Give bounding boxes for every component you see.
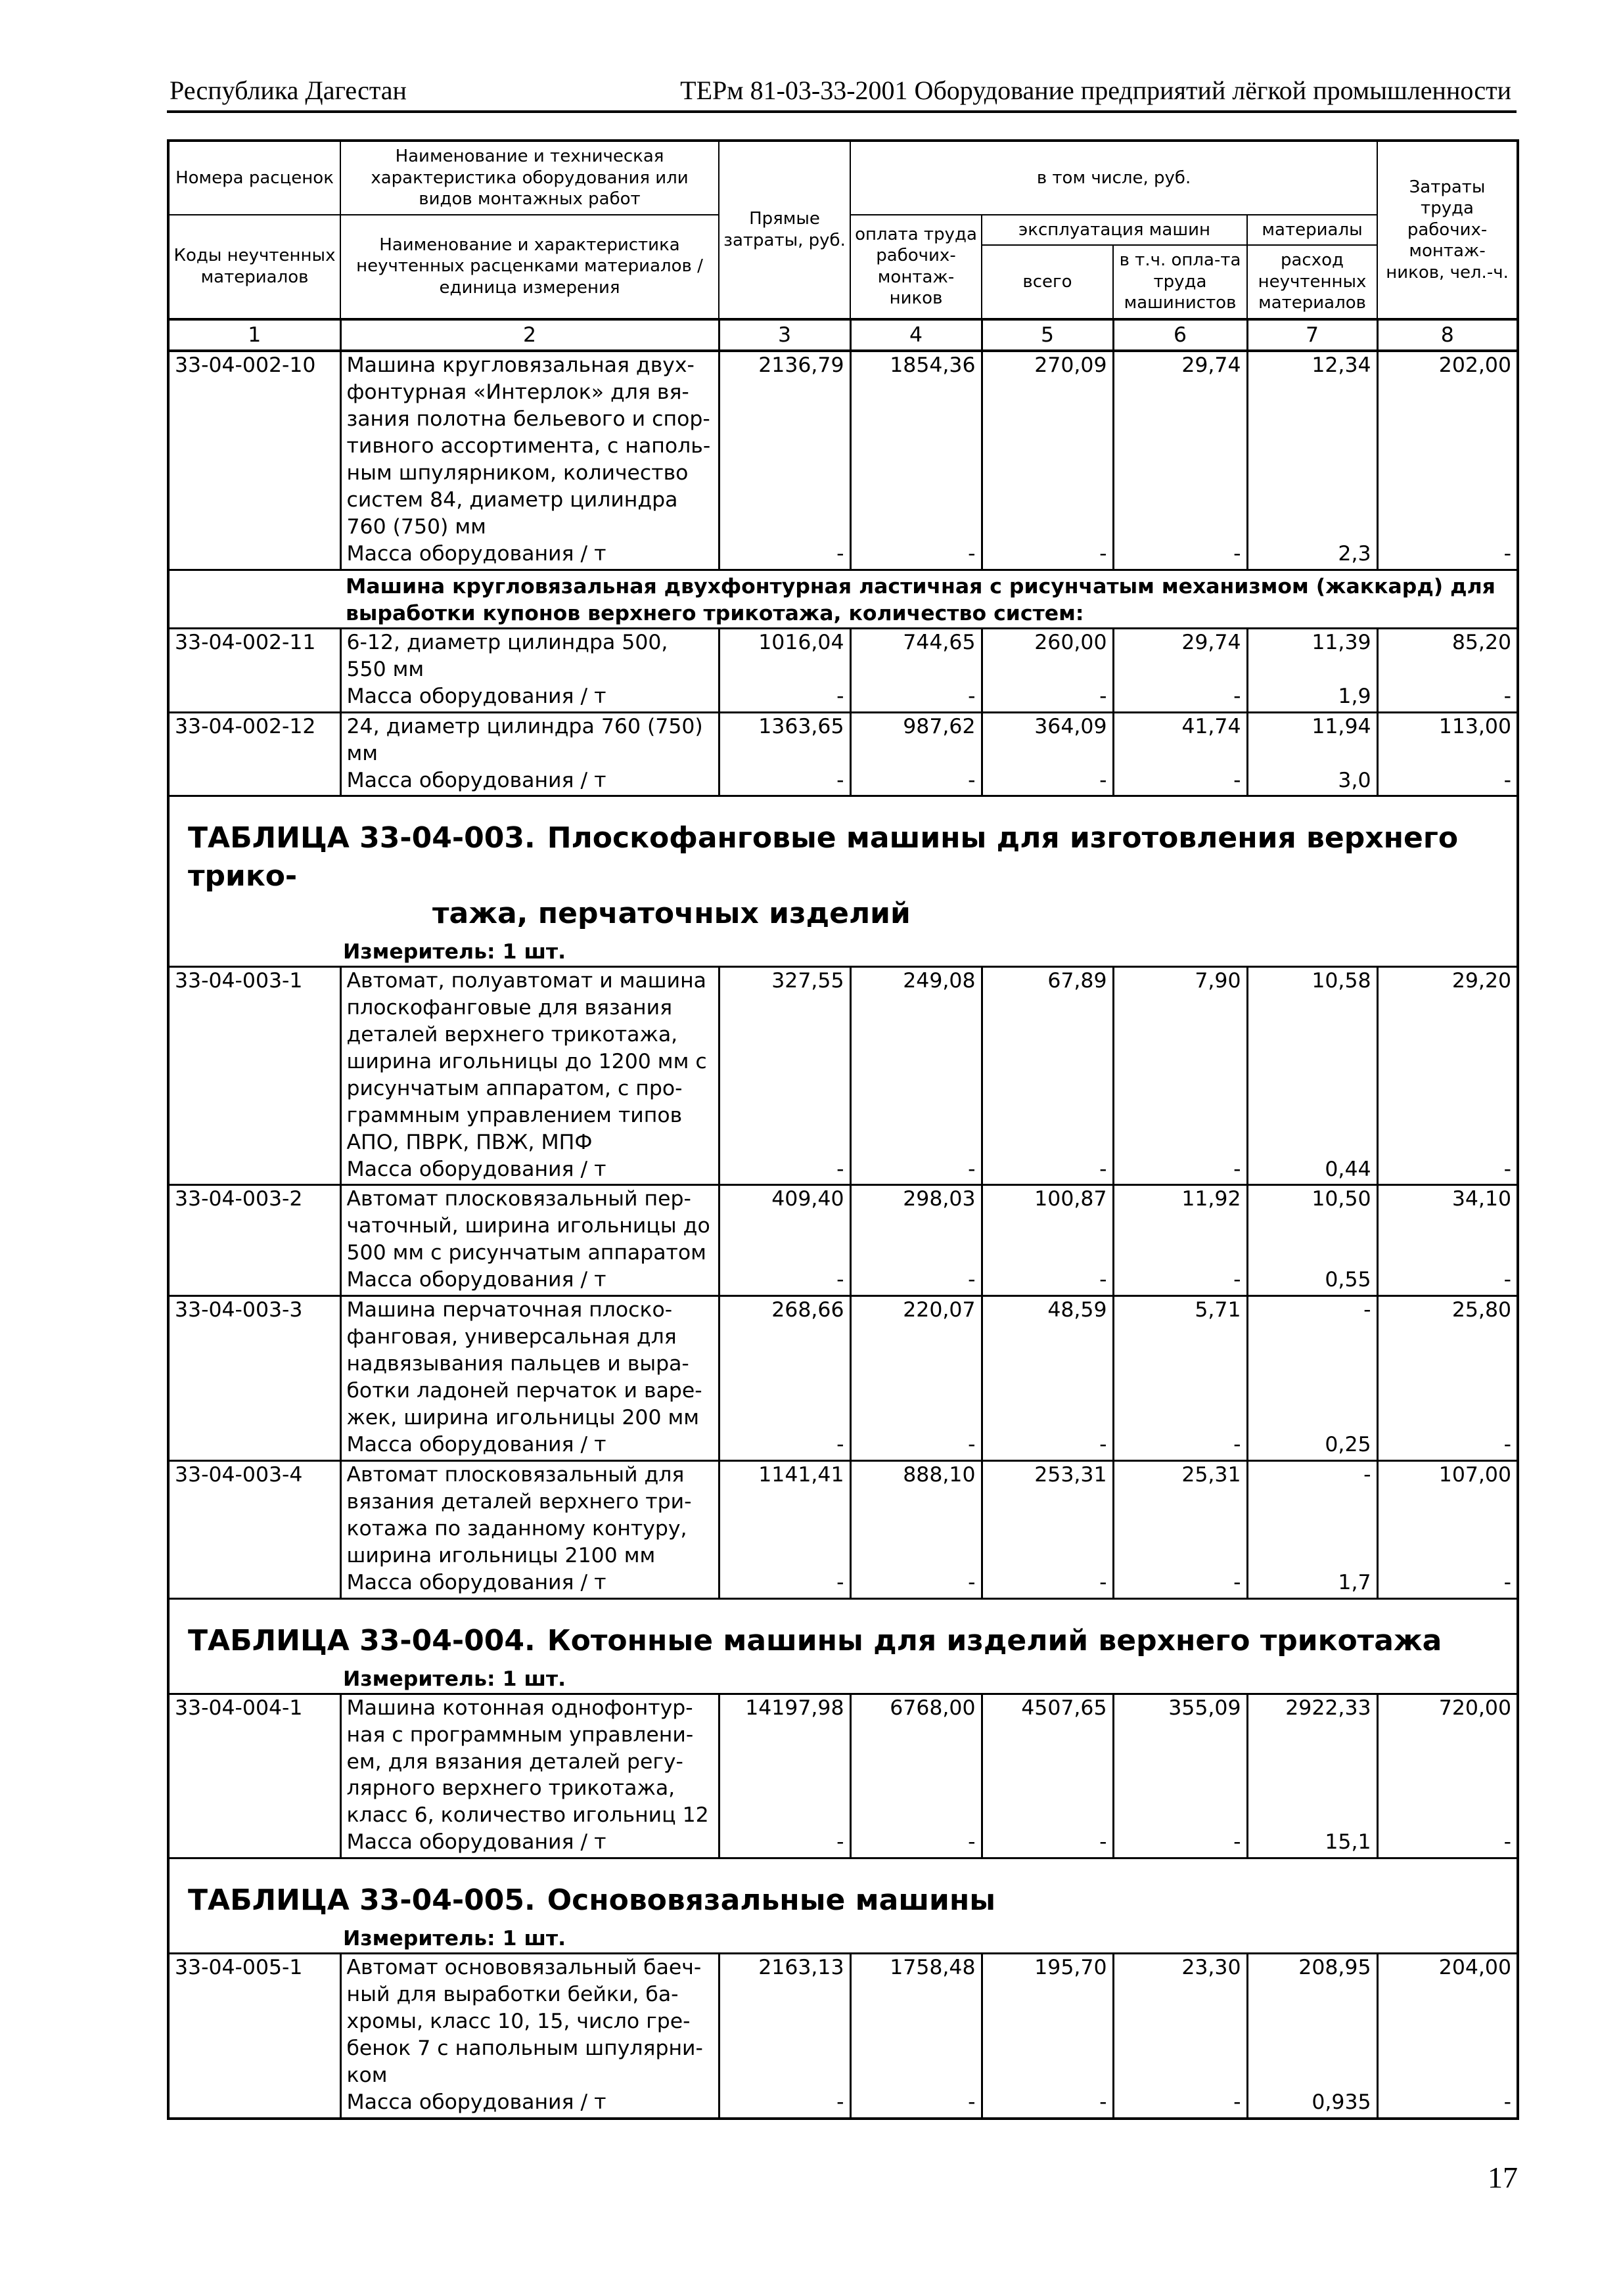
mass-value: - — [1113, 1431, 1247, 1460]
mass-value: - — [850, 1431, 982, 1460]
subheading-text: Машина кругловязальная двухфонтурная ластичная с рисунчатым механизмом (жаккард) для выработки купонов верхнего трикотажа, количество систем: — [340, 570, 1518, 628]
table-row — [168, 628, 1518, 683]
rate-value: 2136,79 — [719, 351, 850, 541]
mass-value: - — [1113, 767, 1247, 796]
rate-value: 29,74 — [1113, 351, 1247, 541]
table-004-title — [168, 1598, 1518, 1663]
rate-code: 33-04-003-2 — [168, 1185, 340, 1296]
mass-value: - — [719, 1569, 850, 1598]
rate-value: 270,09 — [982, 351, 1113, 541]
mass-value: - — [982, 1431, 1113, 1460]
column-number: 4 — [850, 319, 982, 351]
mass-value: - — [1503, 2090, 1512, 2115]
rate-value: 355,09 — [1113, 1694, 1247, 1829]
mass-value: - — [850, 541, 982, 570]
header-col3: Прямые затраты, руб. — [719, 141, 850, 319]
column-number: 2 — [340, 319, 719, 351]
rate-value: 720,00 — [1377, 1694, 1518, 1829]
table-004-title-line1: Котонные машины для изделий верхнего трикотажа — [547, 1623, 1442, 1657]
rate-value: 1758,48 — [850, 1954, 982, 2089]
mass-row — [168, 1829, 1518, 1858]
mass-value: - — [850, 2089, 982, 2119]
running-header-document: ТЕРм 81-03-33-2001 Оборудование предприятий лёгкой промышленности — [680, 76, 1511, 105]
mass-row — [168, 2089, 1518, 2119]
rate-name: Автомат плосковязальный для вязания деталей верхнего три-котажа по заданному контуру, ширина игольницы 2100 мм — [340, 1460, 719, 1569]
column-number: 1 — [168, 319, 340, 351]
mass-value: - — [719, 1829, 850, 1858]
rate-value: 2163,13 — [719, 1954, 850, 2089]
subheading-block — [168, 570, 1518, 628]
mass-label: Масса оборудования / т — [340, 1431, 719, 1460]
mass-value: - — [982, 1569, 1113, 1598]
rate-value: 888,10 — [850, 1460, 982, 1569]
table-row — [168, 1460, 1518, 1569]
mass-value: 0,25 — [1247, 1431, 1377, 1460]
mass-value: - — [1503, 1432, 1512, 1456]
mass-value: 0,935 — [1247, 2089, 1377, 2119]
rate-value: 268,66 — [719, 1296, 850, 1431]
rate-value: 34,10 — [1377, 1185, 1518, 1267]
rows-block-002-10 — [168, 351, 1518, 570]
table-row — [168, 712, 1518, 767]
rate-code: 33-04-002-11 — [168, 628, 340, 712]
mass-value: - — [719, 2089, 850, 2119]
rate-value: 23,30 — [1113, 1954, 1247, 2089]
table-row — [168, 1954, 1518, 2089]
mass-value: 2,3 — [1247, 541, 1377, 570]
mass-value: - — [982, 1267, 1113, 1295]
mass-value: - — [982, 541, 1113, 570]
mass-value: - — [982, 1829, 1113, 1858]
header-col8: Затраты труда рабочих-монтаж-ников, чел.-ч. — [1377, 141, 1518, 319]
table-004-label: ТАБЛИЦА 33-04-004. — [188, 1623, 536, 1657]
mass-value: - — [1113, 1156, 1247, 1185]
rate-value: 107,00 — [1377, 1460, 1518, 1569]
rate-name: 6-12, диаметр цилиндра 500, 550 мм — [340, 628, 719, 683]
table-row — [168, 1694, 1518, 1829]
mass-label: Масса оборудования / т — [340, 683, 719, 712]
mass-row — [168, 683, 1518, 712]
rate-value: 14197,98 — [719, 1694, 850, 1829]
rate-code: 33-04-003-4 — [168, 1460, 340, 1598]
rate-value: 204,00 — [1377, 1954, 1518, 2089]
rate-value: 29,20 — [1377, 966, 1518, 1156]
mass-value: 3,0 — [1247, 767, 1377, 796]
mass-value: - — [850, 1829, 982, 1858]
table-005-measure: Измеритель: 1 шт. — [343, 1927, 566, 1951]
rate-value: 298,03 — [850, 1185, 982, 1267]
rate-value: 220,07 — [850, 1296, 982, 1431]
table-003-label: ТАБЛИЦА 33-04-003. — [188, 821, 536, 855]
rate-value: 113,00 — [1377, 712, 1518, 767]
rate-value: 11,92 — [1113, 1185, 1247, 1267]
header-col2-bottom: Наименование и характеристика неучтенных расценками материалов / единица измерения — [340, 215, 719, 319]
rows-block-002-11-12 — [168, 628, 1518, 796]
mass-value: - — [850, 1267, 982, 1295]
mass-row — [168, 1569, 1518, 1598]
mass-value: 1,7 — [1247, 1569, 1377, 1598]
rate-code: 33-04-003-1 — [168, 966, 340, 1185]
mass-value: - — [1113, 541, 1247, 570]
table-header — [168, 141, 1518, 351]
mass-value: 15,1 — [1247, 1829, 1377, 1858]
rate-value: 1141,41 — [719, 1460, 850, 1569]
header-rule — [167, 110, 1517, 113]
rate-name: Автомат основовязальный баеч-ный для выработки бейки, ба-хромы, класс 10, 15, число гре-бенок 7 с напольным шпулярни-ком — [340, 1954, 719, 2089]
rate-name: Машина котонная однофонтур-ная с программным управлени-ем, для вязания деталей регу-лярного верхнего трикотажа, класс 6, количество игольниц 12 — [340, 1694, 719, 1829]
mass-label: Масса оборудования / т — [340, 1267, 719, 1295]
rate-value: 12,34 — [1247, 351, 1377, 541]
mass-value: - — [1503, 768, 1512, 792]
mass-value: - — [850, 1156, 982, 1185]
rate-value: 409,40 — [719, 1185, 850, 1267]
rate-value: 5,71 — [1113, 1296, 1247, 1431]
mass-value: - — [850, 683, 982, 712]
mass-label: Масса оборудования / т — [340, 541, 719, 570]
rate-name: Автомат плосковязальный пер-чаточный, ширина игольницы до 500 мм с рисунчатым аппаратом — [340, 1185, 719, 1267]
mass-value: - — [1113, 1829, 1247, 1858]
mass-value: - — [1503, 1570, 1512, 1594]
mass-value: - — [1503, 684, 1512, 708]
rate-value: 25,80 — [1377, 1296, 1518, 1431]
mass-value: - — [850, 1569, 982, 1598]
mass-value: - — [850, 767, 982, 796]
table-005-label: ТАБЛИЦА 33-04-005. — [188, 1883, 536, 1918]
rate-value: 364,09 — [982, 712, 1113, 767]
running-header-region: Республика Дагестан — [170, 76, 407, 105]
header-materials: материалы — [1247, 215, 1377, 246]
mass-value: - — [1503, 1268, 1512, 1292]
rate-code: 33-04-002-12 — [168, 712, 340, 796]
mass-value: - — [719, 1267, 850, 1295]
rate-value: 1854,36 — [850, 351, 982, 541]
rate-value: 41,74 — [1113, 712, 1247, 767]
rates-table — [167, 139, 1519, 2120]
mass-value: - — [982, 2089, 1113, 2119]
table-005-title-line1: Основовязальные машины — [547, 1883, 996, 1918]
header-col1-top: Номера расценок — [168, 141, 340, 215]
rate-value: 260,00 — [982, 628, 1113, 683]
mass-label: Масса оборудования / т — [340, 2089, 719, 2119]
rate-value: 327,55 — [719, 966, 850, 1156]
rate-value: 208,95 — [1247, 1954, 1377, 2089]
table-003-title-line1: Плоскофанговые машины для изготовления верхнего трико- — [188, 821, 1459, 893]
header-machine-ops: эксплуатация машин — [982, 215, 1247, 246]
column-number: 3 — [719, 319, 850, 351]
rate-value: 85,20 — [1377, 628, 1518, 683]
mass-row — [168, 1267, 1518, 1295]
rate-value: 10,58 — [1247, 966, 1377, 1156]
rate-value: 744,65 — [850, 628, 982, 683]
table-003-title-line2: тажа, перчаточных изделий — [432, 896, 911, 930]
table-003-title — [168, 796, 1518, 936]
mass-value: - — [1113, 683, 1247, 712]
table-003-section — [168, 796, 1518, 967]
mass-value: - — [719, 1431, 850, 1460]
rate-code: 33-04-004-1 — [168, 1694, 340, 1858]
mass-label: Масса оборудования / т — [340, 1829, 719, 1858]
rate-value: 1016,04 — [719, 628, 850, 683]
rate-value: 253,31 — [982, 1460, 1113, 1569]
mass-row — [168, 1431, 1518, 1460]
rate-value: 987,62 — [850, 712, 982, 767]
rate-value: 202,00 — [1377, 351, 1518, 541]
column-number: 7 — [1247, 319, 1377, 351]
header-col5: всего — [982, 245, 1113, 319]
rate-value: 195,70 — [982, 1954, 1113, 2089]
mass-value: - — [1503, 1830, 1512, 1855]
header-col7: расход неучтенных материалов — [1247, 245, 1377, 319]
header-col6: в т.ч. опла-та труда машинистов — [1113, 245, 1247, 319]
rows-table-004 — [168, 1694, 1518, 1858]
rate-value: 4507,65 — [982, 1694, 1113, 1829]
rate-value: 249,08 — [850, 966, 982, 1156]
rate-value: 100,87 — [982, 1185, 1113, 1267]
table-row — [168, 1185, 1518, 1267]
table-004-section — [168, 1598, 1518, 1694]
rows-table-005 — [168, 1954, 1518, 2119]
table-row — [168, 966, 1518, 1156]
mass-label: Масса оборудования / т — [340, 1156, 719, 1185]
rate-name: 24, диаметр цилиндра 760 (750) мм — [340, 712, 719, 767]
mass-row — [168, 541, 1518, 570]
page-number: 17 — [1488, 2161, 1518, 2194]
table-row — [168, 1296, 1518, 1431]
mass-value: - — [719, 767, 850, 796]
mass-value: - — [982, 1156, 1113, 1185]
mass-value: - — [1113, 1569, 1247, 1598]
mass-row — [168, 1156, 1518, 1185]
mass-value: - — [1113, 1267, 1247, 1295]
rate-name: Автомат, полуавтомат и машина плоскофанговые для вязания деталей верхнего трикотажа, ширина игольницы до 1200 мм с рисунчатым аппаратом, с про-граммным управлением типов АПО, ПВРК, ПВЖ, МПФ — [340, 966, 719, 1156]
rate-value: 7,90 — [1113, 966, 1247, 1156]
column-number: 6 — [1113, 319, 1247, 351]
header-col1-bottom: Коды неучтенных материалов — [168, 215, 340, 319]
mass-value: 1,9 — [1247, 683, 1377, 712]
rate-value: 29,74 — [1113, 628, 1247, 683]
mass-value: - — [719, 541, 850, 570]
rate-name: Машина кругловязальная двух-фонтурная «Интерлок» для вя-зания полотна бельевого и спор-тивного ассортимента, с наполь-ным шпулярником, количество систем 84, диаметр цилиндра 760 (750) мм — [340, 351, 719, 541]
table-005-section — [168, 1858, 1518, 1954]
rate-value: 2922,33 — [1247, 1694, 1377, 1829]
table-004-measure: Измеритель: 1 шт. — [343, 1667, 566, 1691]
subheading-spacer — [168, 570, 340, 628]
mass-label: Масса оборудования / т — [340, 1569, 719, 1598]
mass-value: - — [1503, 542, 1512, 566]
mass-value: - — [719, 1156, 850, 1185]
rate-value: 67,89 — [982, 966, 1113, 1156]
table-row — [168, 351, 1518, 541]
column-number: 5 — [982, 319, 1113, 351]
mass-value: - — [982, 767, 1113, 796]
mass-value: 0,55 — [1247, 1267, 1377, 1295]
rate-value: 48,59 — [982, 1296, 1113, 1431]
rate-code: 33-04-003-3 — [168, 1296, 340, 1461]
rows-table-003 — [168, 966, 1518, 1598]
rate-value: 11,94 — [1247, 712, 1377, 767]
rate-value: 6768,00 — [850, 1694, 982, 1829]
mass-value: 0,44 — [1247, 1156, 1377, 1185]
header-col4: оплата труда рабочих-монтаж-ников — [850, 215, 982, 319]
rate-value: - — [1247, 1460, 1377, 1569]
rate-value: - — [1247, 1296, 1377, 1431]
mass-value: - — [982, 683, 1113, 712]
mass-label: Масса оборудования / т — [340, 767, 719, 796]
mass-value: - — [1113, 2089, 1247, 2119]
rate-value: 1363,65 — [719, 712, 850, 767]
mass-row — [168, 767, 1518, 796]
rate-code: 33-04-002-10 — [168, 351, 340, 570]
column-numbers-row — [168, 319, 1518, 351]
header-col2-top: Наименование и техническая характеристика оборудования или видов монтажных работ — [340, 141, 719, 215]
header-including: в том числе, руб. — [850, 141, 1377, 215]
rate-value: 11,39 — [1247, 628, 1377, 683]
rate-name: Машина перчаточная плоско-фанговая, универсальная для надвязывания пальцев и выра-ботки ладоней перчаток и варе-жек, ширина игольницы 200 мм — [340, 1296, 719, 1431]
rate-value: 25,31 — [1113, 1460, 1247, 1569]
rate-code: 33-04-005-1 — [168, 1954, 340, 2119]
mass-value: - — [1503, 1157, 1512, 1181]
mass-value: - — [719, 683, 850, 712]
rate-value: 10,50 — [1247, 1185, 1377, 1267]
table-003-measure: Измеритель: 1 шт. — [343, 940, 566, 964]
table-005-title — [168, 1858, 1518, 1924]
column-number: 8 — [1377, 319, 1518, 351]
